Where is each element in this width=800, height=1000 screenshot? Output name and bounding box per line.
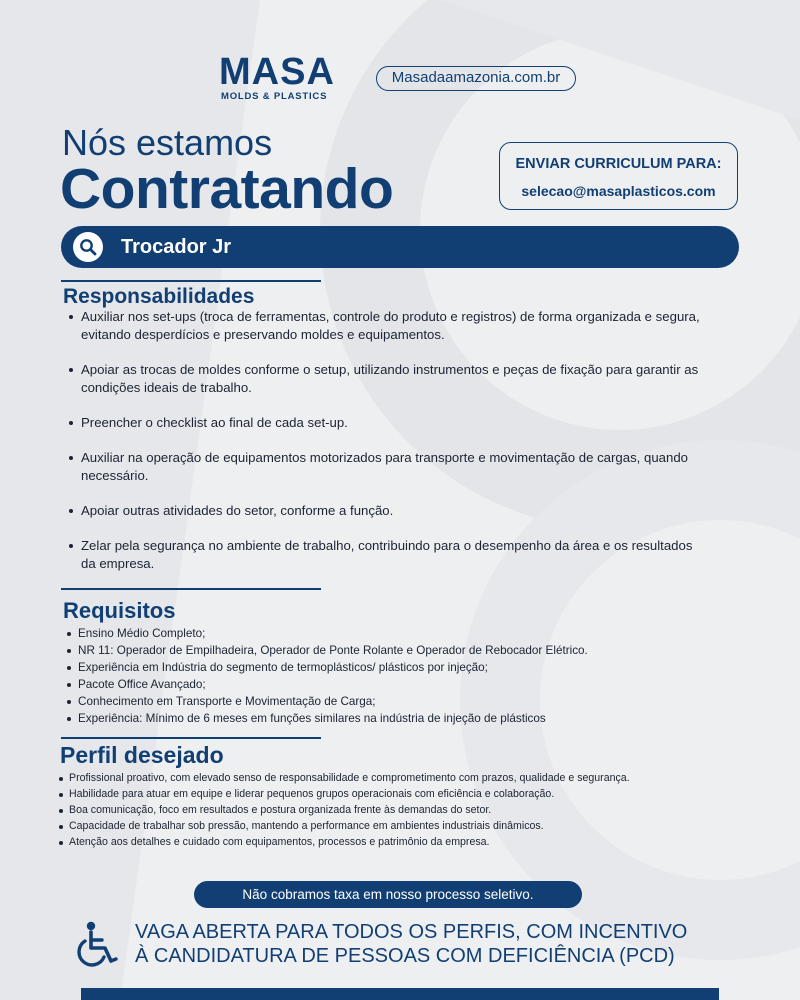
logo-subtitle: MOLDS & PLASTICS: [221, 91, 328, 102]
wheelchair-icon: [75, 921, 121, 967]
responsabilidades-heading: Responsabilidades: [63, 285, 255, 308]
list-item: Profissional proativo, com elevado senso de responsabilidade e comprometimento com prazos, qualidade e segurança.: [56, 771, 656, 786]
list-item: Habilidade para atuar em equipe e liderar pequenos grupos operacionais com eficiência e colaboração.: [56, 787, 656, 802]
perfil-list: [56, 771, 656, 851]
pcd-line-1: VAGA ABERTA PARA TODOS OS PERFIS, COM INCENTIVO: [135, 921, 688, 943]
list-item: Zelar pela segurança no ambiente de trabalho, contribuindo para o desempenho da área e os resultados da empresa.: [63, 537, 703, 573]
list-item: Pacote Office Avançado;: [63, 676, 703, 693]
list-item: Experiência em Indústria do segmento de termoplásticos/ plásticos por injeção;: [63, 659, 703, 676]
job-title: Trocador Jr: [121, 236, 232, 258]
footer-bar: [81, 988, 719, 1000]
website-link[interactable]: Masadaamazonia.com.br: [376, 66, 576, 91]
requisitos-heading: Requisitos: [63, 598, 176, 623]
responsabilidades-list: [63, 308, 703, 590]
section-divider: [61, 737, 321, 739]
section-divider: [61, 588, 321, 590]
pcd-line-2: À CANDIDATURA DE PESSOAS COM DEFICIÊNCIA (PCD): [135, 945, 675, 967]
list-item: Experiência: Mínimo de 6 meses em funções similares na indústria de injeção de plásticos: [63, 710, 703, 727]
perfil-heading: Perfil desejado: [60, 742, 224, 768]
list-item: Ensino Médio Completo;: [63, 625, 703, 642]
company-logo: [219, 51, 344, 103]
list-item: Atenção aos detalhes e cuidado com equipamentos, processos e patrimônio da empresa.: [56, 835, 656, 850]
hero-title: Contratando: [60, 157, 394, 221]
no-fee-notice: Não cobramos taxa em nosso processo seletivo.: [194, 881, 582, 908]
list-item: NR 11: Operador de Empilhadeira, Operador de Ponte Rolante e Operador de Rebocador Elétrico.: [63, 642, 703, 659]
list-item: Conhecimento em Transporte e Movimentação de Carga;: [63, 693, 703, 710]
list-item: Apoiar outras atividades do setor, conforme a função.: [63, 502, 703, 520]
send-cv-box: [499, 142, 738, 210]
contact-email[interactable]: selecao@masaplasticos.com: [521, 183, 716, 199]
hero-subtitle: Nós estamos: [62, 122, 273, 163]
list-item: Preencher o checklist ao final de cada set-up.: [63, 414, 703, 432]
logo-wordmark: MASA: [219, 51, 335, 93]
list-item: Capacidade de trabalhar sob pressão, mantendo a performance em ambientes industriais dinâmicos.: [56, 819, 656, 834]
search-icon: [73, 232, 103, 262]
list-item: Apoiar as trocas de moldes conforme o setup, utilizando instrumentos e peças de fixação para garantir as condições ideais de trabalho.: [63, 361, 703, 397]
send-cv-label: ENVIAR CURRICULUM PARA:: [515, 156, 722, 172]
section-divider: [61, 280, 321, 282]
pcd-message: [135, 920, 687, 968]
list-item: Auxiliar nos set-ups (troca de ferramentas, controle do produto e registros) de forma organizada e segura, evitando desperdícios e preservando moldes e equipamentos.: [63, 308, 703, 344]
requisitos-list: [63, 625, 703, 727]
list-item: Auxiliar na operação de equipamentos motorizados para transporte e movimentação de cargas, quando necessário.: [63, 449, 703, 485]
job-title-bar: [61, 226, 739, 268]
list-item: Boa comunicação, foco em resultados e postura organizada frente às demandas do setor.: [56, 803, 656, 818]
